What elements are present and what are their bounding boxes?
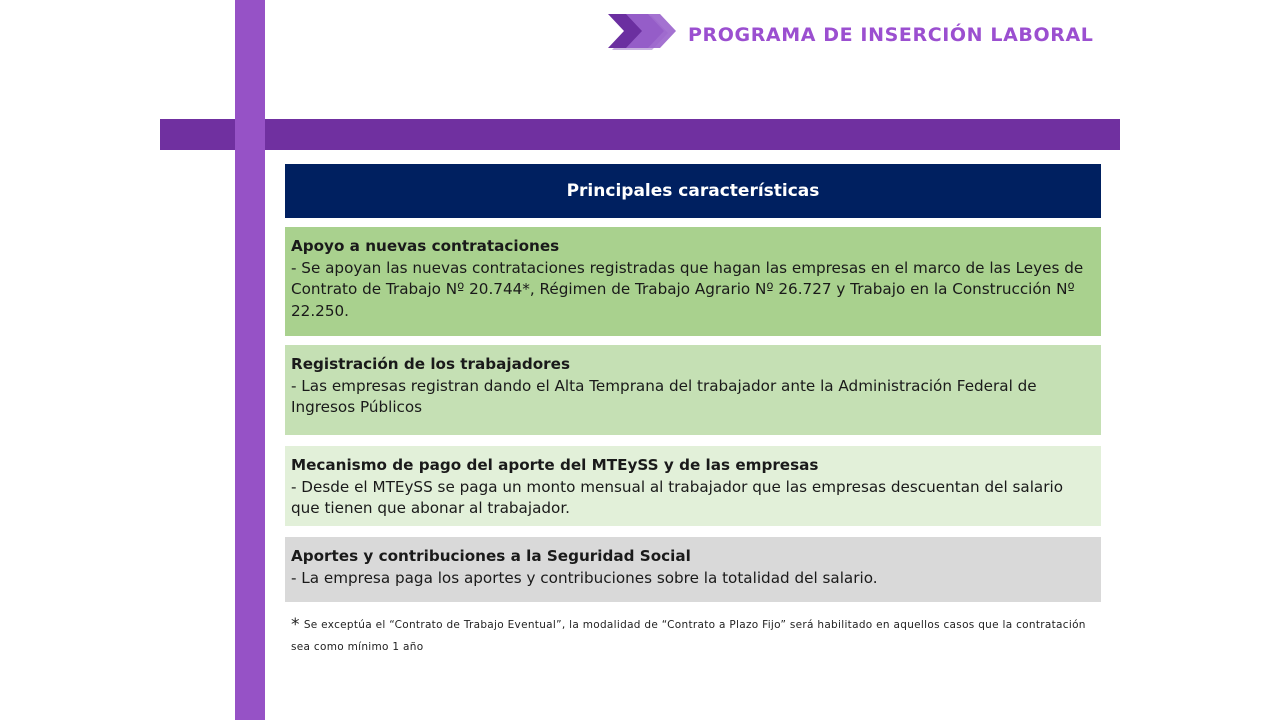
card-title: Apoyo a nuevas contrataciones xyxy=(291,237,560,255)
chevron-arrows-icon xyxy=(606,14,682,52)
program-title: PROGRAMA DE INSERCIÓN LABORAL xyxy=(688,24,1094,46)
feature-card-social-security xyxy=(285,537,1101,602)
card-body: - La empresa paga los aportes y contribuciones sobre la totalidad del salario. xyxy=(291,568,878,587)
horizontal-accent-band xyxy=(160,119,1120,150)
card-body: - Se apoyan las nuevas contrataciones registradas que hagan las empresas en el marco de las Leyes de Contrato de Trabajo Nº 20.744*, Régimen de Trabajo Agrario Nº 26.727 y Trabajo en la Construcción Nº 22.250. xyxy=(291,258,1084,320)
footnote-text: Se exceptúa el “Contrato de Trabajo Eventual”, la modalidad de “Contrato a Plazo Fijo” será habilitado en aquellos casos que la contratación sea como mínimo 1 año xyxy=(291,619,1086,654)
section-heading: Principales características xyxy=(285,164,1101,218)
feature-card-worker-registration xyxy=(285,345,1101,435)
feature-card-payment-mechanism xyxy=(285,446,1101,526)
card-body: - Desde el MTEySS se paga un monto mensual al trabajador que las empresas descuentan del salario que tienen que abonar al trabajador. xyxy=(291,477,1063,518)
feature-card-new-hires xyxy=(285,227,1101,336)
vertical-accent-bar xyxy=(235,0,265,720)
card-title: Aportes y contribuciones a la Seguridad Social xyxy=(291,547,691,565)
card-title: Mecanismo de pago del aporte del MTEySS y de las empresas xyxy=(291,456,819,474)
footnote xyxy=(291,612,1091,656)
footnote-asterisk: * xyxy=(291,615,300,635)
card-body: - Las empresas registran dando el Alta Temprana del trabajador ante la Administración Federal de Ingresos Públicos xyxy=(291,376,1037,417)
card-title: Registración de los trabajadores xyxy=(291,355,570,373)
